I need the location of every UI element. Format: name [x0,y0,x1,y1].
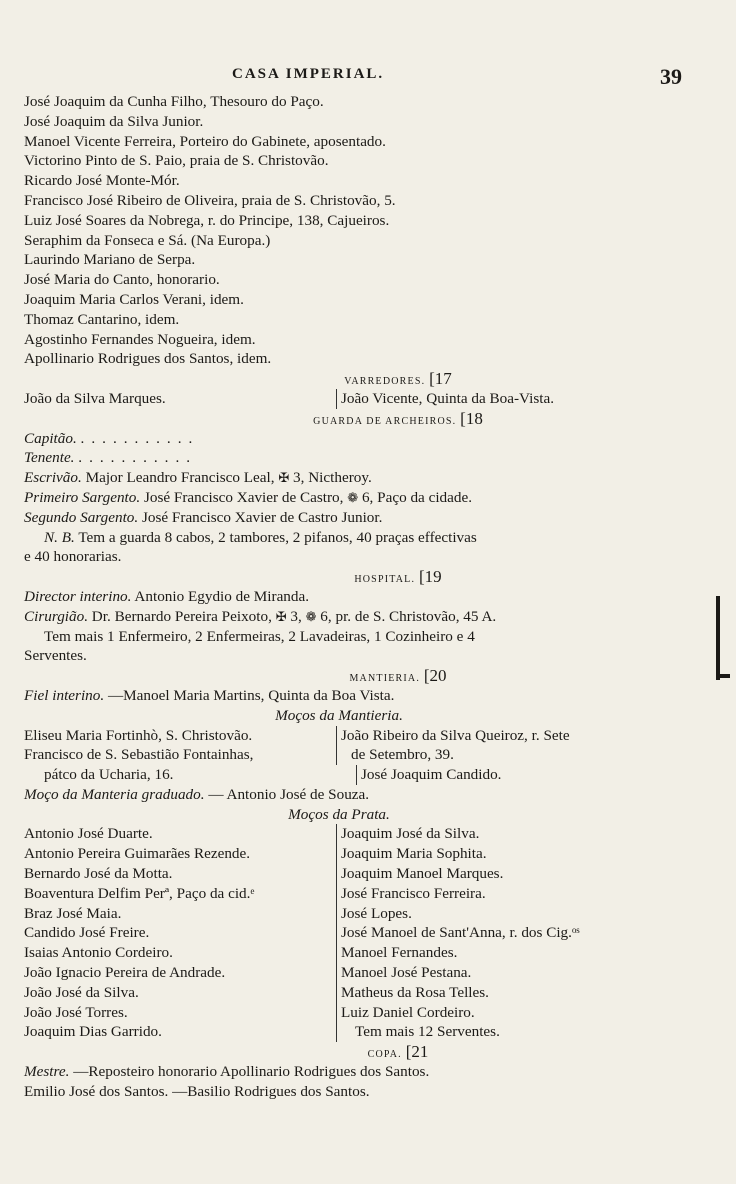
mocos-row [24,765,654,785]
list-item: Joaquim Manoel Marques. [341,865,504,883]
mocos-left: pátco da Ucharia, 16. [44,766,174,784]
scan-mark [716,596,720,680]
role-label: Mestre. [24,1063,70,1081]
list-item: Manoel José Pestana. [341,964,472,982]
role-holder: José Francisco Xavier de Castro Junior. [141,508,383,526]
varredor-left: João da Silva Marques. [24,389,166,407]
list-item: Victorino Pinto de S. Paio, praia de S. Christovão. [24,152,329,170]
leader-dots: ........... [80,429,200,447]
capitao-row [24,429,654,449]
hospital-staff-continued: Serventes. [24,647,87,665]
section-number: [18 [460,408,483,428]
list-item: Joaquim Maria Sophita. [341,845,487,863]
role-label: Tenente. [24,449,75,467]
role-holder: — Antonio José de Souza. [208,785,370,803]
segundo-sargento-row [24,508,654,528]
role-holder: Antonio Egydio de Miranda. [134,587,310,605]
list-item: José Maria do Canto, honorario. [24,271,220,289]
role-address: 6, pr. de S. Christovão, 45 A. [320,607,497,625]
list-item: Joaquim Dias Garrido. [24,1023,162,1041]
subheading-mocos-prata: Moços da Prata. [288,805,390,823]
list-item: José Joaquim da Cunha Filho, Thesouro do Paço. [24,93,324,110]
cirurgiao-row [24,607,654,627]
varredor-right: João Vicente, Quinta da Boa-Vista. [336,389,654,409]
scan-mark [720,674,730,678]
role-holder: —Manoel Maria Martins, Quinta da Boa Vista. [107,686,395,704]
list-item: José Manoel de Sant'Anna, r. dos Cig.ᵒˢ [341,924,580,942]
mocos-row [24,726,654,746]
list-item: Matheus da Rosa Telles. [341,983,489,1001]
list-item: Joaquim José da Silva. [341,825,480,843]
page-number: 39 [660,64,682,89]
page-content [24,92,654,1102]
prata-table [24,824,654,1042]
tenente-row [24,448,654,468]
list-item: Candido José Freire. [24,924,150,942]
section-title: MANTIERIA. [349,673,421,685]
role-holder: José Francisco Xavier de Castro, [143,488,344,506]
running-title: CASA IMPERIAL. [232,66,385,82]
role-label: Moço da Manteria graduado. [24,785,205,803]
list-item: Apollinario Rodrigues dos Santos, idem. [24,350,272,368]
mocos-row [24,745,654,765]
section-number: [20 [423,666,447,686]
section-heading-hospital [24,567,654,587]
list-item: Manoel Fernandes. [341,944,458,962]
director-row [24,587,654,607]
role-label: Capitão. [24,429,77,447]
prata-left-column [24,824,336,1042]
primeiro-sargento-row [24,488,654,508]
mocos-right: de Setembro, 39. [336,745,654,765]
role-label: Escrivão. [24,469,82,487]
list-item: Antonio Pereira Guimarães Rezende. [24,845,251,863]
nota-bene-continued: e 40 honorarias. [24,548,122,566]
list-item: João José da Silva. [24,983,139,1001]
escrivao-row [24,468,654,488]
rose-icon: ❁ [347,489,359,505]
list-item: Joaquim Maria Carlos Verani, idem. [24,290,244,308]
section-title: GUARDA DE ARCHEIROS. [313,415,457,427]
role-label: Fiel interino. [24,686,105,704]
section-heading-mantieria [24,666,654,686]
mocos-left: Francisco de S. Sebastião Fontainhas, [24,746,254,764]
cross-icon: ✠ [278,470,290,486]
cross-icon: ✠ [275,608,287,624]
varredores-row [24,389,654,409]
mocos-left: Eliseu Maria Fortinhò, S. Christovão. [24,726,253,744]
list-item: Laurindo Mariano de Serpa. [24,251,196,269]
list-item: Isaias Antonio Cordeiro. [24,944,173,962]
list-item: José Lopes. [341,904,412,922]
section-title: COPA. [367,1049,402,1061]
hospital-staff-row: Tem mais 1 Enfermeiro, 2 Enfermeiras, 2 Lavadeiras, 1 Cozinheiro e 4 [44,627,475,645]
prata-right-column [336,824,654,1042]
list-item: Boaventura Delfim Perª, Paço da cid.ᵉ [24,884,255,902]
list-item: Francisco José Ribeiro de Oliveira, praia de S. Christovão, 5. [24,191,396,209]
list-item: Tem mais 12 Serventes. [355,1023,500,1041]
graduado-row [24,785,654,805]
list-item: Braz José Maia. [24,904,122,922]
leader-dots: ........... [78,449,198,467]
nb-label: N. B. [44,528,75,546]
list-item: Seraphim da Fonseca e Sá. (Na Europa.) [24,231,271,249]
role-holder: Major Leandro Francisco Leal, [85,469,275,487]
nb-text: Tem a guarda 8 cabos, 2 tambores, 2 pifanos, 40 praças effectivas [78,528,477,546]
rose-icon: ❁ [305,608,317,624]
list-item: Luiz Daniel Cordeiro. [341,1003,475,1021]
mocos-right: José Joaquim Candido. [356,765,654,785]
section-number: [17 [429,369,452,389]
list-item: João Ignacio Pereira de Andrade. [24,964,226,982]
role-address: 6, Paço da cidade. [361,488,473,506]
section-heading-copa [24,1042,654,1062]
section-number: [19 [418,567,442,587]
list-item: João José Torres. [24,1003,128,1021]
section-title: VARREDORES. [344,376,426,388]
list-item: Manoel Vicente Ferreira, Porteiro do Gabinete, aposentado. [24,132,386,150]
subheading-mocos-mantieria: Moços da Mantieria. [275,706,403,724]
role-holder: —Reposteiro honorario Apollinario Rodrigues dos Santos. [73,1063,430,1081]
section-number: [21 [405,1042,429,1062]
list-item: Agostinho Fernandes Nogueira, idem. [24,330,256,348]
fiel-row [24,686,654,706]
role-label: Cirurgião. [24,607,88,625]
role-label: Segundo Sargento. [24,508,139,526]
copa-last-row: Emilio José dos Santos. —Basilio Rodrigues dos Santos. [24,1082,370,1100]
section-heading-varredores [24,369,654,389]
role-address: 3, Nictheroy. [293,469,372,487]
role-number: 3, [290,607,302,625]
mocos-right: João Ribeiro da Silva Queiroz, r. Sete [336,726,654,746]
role-label: Primeiro Sargento. [24,488,141,506]
list-item: José Joaquim da Silva Junior. [24,112,204,130]
list-item: Thomaz Cantarino, idem. [24,310,180,328]
list-item: José Francisco Ferreira. [341,884,486,902]
list-item: Luiz José Soares da Nobrega, r. do Principe, 138, Cajueiros. [24,211,390,229]
list-item: Ricardo José Monte-Mór. [24,172,180,190]
mestre-row [24,1062,654,1082]
page-header [0,66,736,88]
role-label: Director interino. [24,587,132,605]
list-item: Antonio José Duarte. [24,825,153,843]
section-title: HOSPITAL. [354,574,416,586]
list-item: Bernardo José da Motta. [24,865,173,883]
role-holder: Dr. Bernardo Pereira Peixoto, [91,607,272,625]
section-heading-guarda [24,409,654,429]
nota-bene-row [24,528,654,548]
